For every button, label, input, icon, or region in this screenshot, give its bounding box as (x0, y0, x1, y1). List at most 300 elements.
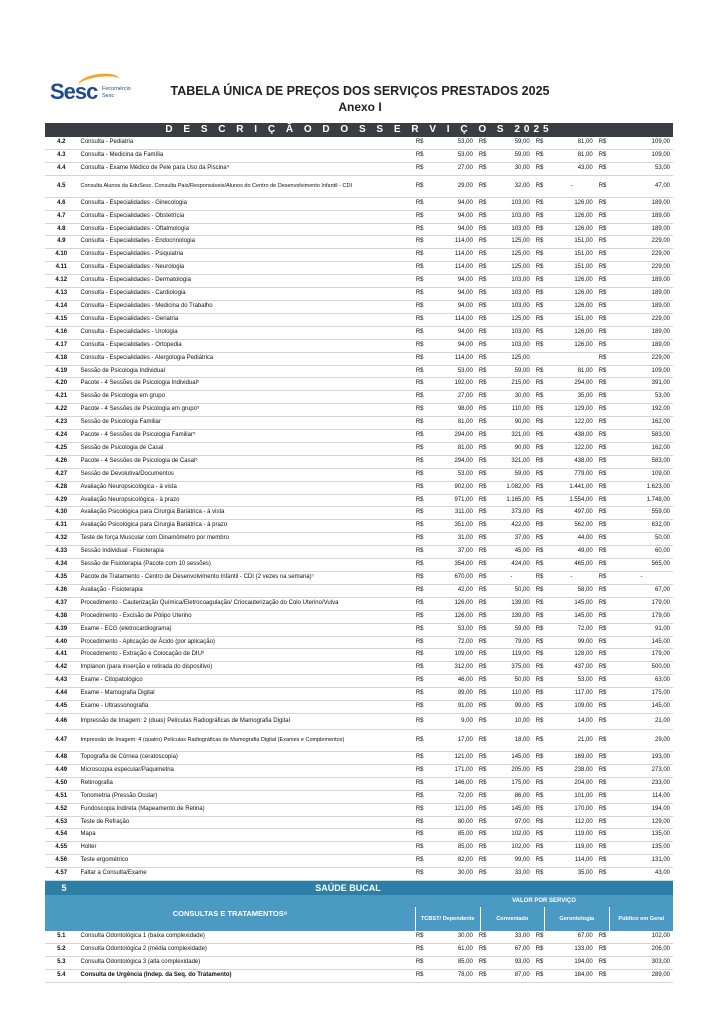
row-currency: R$ (476, 842, 490, 855)
row-currency: R$ (413, 404, 427, 417)
row-description: Avaliação - Fisioterapia (78, 584, 413, 597)
row-value: 189,00 (610, 339, 673, 352)
row-value: 145,00 (490, 751, 533, 764)
row-description: Avaliação Neuropsicológica - à vista (78, 481, 413, 494)
row-code: 4.46 (45, 713, 78, 729)
row-value: 30,00 (490, 162, 533, 175)
row-description: Exame - Ultrassonografia (78, 701, 413, 714)
table-row (45, 597, 673, 610)
row-description: Procedimento - Extração e Colocação de DIU⁶ (78, 649, 413, 662)
row-currency: R$ (476, 956, 490, 969)
page-header (0, 0, 724, 120)
row-currency: R$ (596, 636, 610, 649)
row-value: 53,00 (427, 365, 476, 378)
row-currency: R$ (596, 391, 610, 404)
row-currency: R$ (596, 729, 610, 751)
row-description: Sessão de Psicologia Individual (78, 365, 413, 378)
row-value: 131,00 (610, 855, 673, 868)
row-currency: R$ (533, 300, 547, 313)
table-row (45, 300, 673, 313)
row-code: 4.30 (45, 507, 78, 520)
row-value: 33,00 (490, 931, 533, 943)
sub-header (45, 895, 673, 931)
row-value: 78,00 (427, 969, 476, 982)
row-description: Sessão de Fisioterapia (Pacote com 10 sessões) (78, 559, 413, 572)
row-description: Tonometria (Pressão Ocular) (78, 790, 413, 803)
row-currency: R$ (413, 855, 427, 868)
table-row (45, 610, 673, 623)
row-description: Consulta - Especialidades - Medicina do Trabalho (78, 300, 413, 313)
row-currency: R$ (533, 262, 547, 275)
row-description: Consulta - Especialidades - Ortopedia (78, 339, 413, 352)
row-currency: R$ (476, 636, 490, 649)
row-value: 110,00 (490, 404, 533, 417)
row-currency: R$ (596, 777, 610, 790)
row-value: 59,00 (490, 623, 533, 636)
row-description: Teste de força Muscular com Dinamômetro por membro (78, 533, 413, 546)
row-currency: R$ (533, 816, 547, 829)
row-currency: R$ (413, 378, 427, 391)
table-row (45, 175, 673, 197)
row-currency: R$ (476, 816, 490, 829)
row-description: Consulta Odontológica 2 (média complexidade) (78, 943, 413, 956)
row-value: 97,00 (490, 816, 533, 829)
row-value: 103,00 (490, 339, 533, 352)
row-value: 99,00 (490, 855, 533, 868)
row-currency: R$ (413, 288, 427, 301)
row-value: 30,00 (427, 868, 476, 881)
row-code: 4.7 (45, 210, 78, 223)
row-currency: R$ (476, 417, 490, 430)
row-value: 169,00 (547, 751, 596, 764)
row-description: Faltar a Consulta/Exame (78, 868, 413, 881)
row-currency: R$ (476, 868, 490, 881)
row-value: 81,00 (547, 365, 596, 378)
row-currency: R$ (413, 623, 427, 636)
row-value: 91,00 (610, 623, 673, 636)
row-code: 4.11 (45, 262, 78, 275)
table-row (45, 417, 673, 430)
row-code: 4.22 (45, 404, 78, 417)
row-currency: R$ (533, 507, 547, 520)
row-currency: R$ (596, 584, 610, 597)
row-value: 109,00 (610, 468, 673, 481)
table-row (45, 404, 673, 417)
row-currency: R$ (533, 777, 547, 790)
row-description: Consulta - Medicina da Família (78, 149, 413, 162)
row-currency: R$ (596, 288, 610, 301)
row-currency: R$ (413, 197, 427, 210)
table-row (45, 649, 673, 662)
row-value: - (547, 572, 596, 585)
row-value: 102,00 (490, 829, 533, 842)
row-code: 4.47 (45, 729, 78, 751)
row-currency: R$ (413, 223, 427, 236)
row-currency: R$ (413, 829, 427, 842)
row-currency: R$ (596, 210, 610, 223)
row-currency: R$ (596, 969, 610, 982)
row-description: Teste ergométrico (78, 855, 413, 868)
row-value: 53,00 (547, 675, 596, 688)
row-code: 4.33 (45, 546, 78, 559)
section-5-bar (45, 881, 673, 895)
row-value: 175,00 (610, 688, 673, 701)
row-value: 67,00 (547, 931, 596, 943)
row-value: 294,00 (547, 378, 596, 391)
row-currency: R$ (413, 468, 427, 481)
table-row (45, 636, 673, 649)
row-code: 4.45 (45, 701, 78, 714)
row-currency: R$ (476, 149, 490, 162)
table-row (45, 162, 673, 175)
row-code: 4.15 (45, 313, 78, 326)
row-currency: R$ (533, 546, 547, 559)
row-currency: R$ (596, 442, 610, 455)
row-value: 99,00 (547, 636, 596, 649)
table-row (45, 584, 673, 597)
row-currency: R$ (413, 790, 427, 803)
row-currency: R$ (533, 417, 547, 430)
row-value: 189,00 (610, 223, 673, 236)
row-value: 126,00 (547, 326, 596, 339)
row-currency: R$ (476, 520, 490, 533)
row-currency: R$ (533, 313, 547, 326)
row-value: 109,00 (610, 149, 673, 162)
row-value: 128,00 (547, 649, 596, 662)
row-code: 5.1 (45, 931, 78, 943)
row-currency: R$ (533, 533, 547, 546)
sub-header-left: CONSULTAS E TRATAMENTOS⁸ (45, 895, 415, 931)
row-value: 559,00 (610, 507, 673, 520)
table-row (45, 210, 673, 223)
table-row (45, 520, 673, 533)
row-value: 189,00 (610, 197, 673, 210)
table-row (45, 430, 673, 443)
row-currency: R$ (413, 956, 427, 969)
row-currency: R$ (533, 764, 547, 777)
row-value: 175,00 (490, 777, 533, 790)
row-code: 4.23 (45, 417, 78, 430)
row-description: Consulta - Especialidades - Obstetrícia (78, 210, 413, 223)
row-code: 4.6 (45, 197, 78, 210)
row-value: 99,00 (490, 701, 533, 714)
row-code: 4.29 (45, 494, 78, 507)
row-code: 4.43 (45, 675, 78, 688)
row-currency: R$ (413, 584, 427, 597)
logo-brand: Sesc (50, 79, 98, 104)
row-currency: R$ (413, 262, 427, 275)
row-currency: R$ (476, 494, 490, 507)
row-currency: R$ (413, 546, 427, 559)
row-value: 29,00 (610, 729, 673, 751)
row-code: 4.31 (45, 520, 78, 533)
row-value: 273,00 (610, 764, 673, 777)
row-value: 50,00 (490, 675, 533, 688)
row-code: 4.28 (45, 481, 78, 494)
row-currency: R$ (413, 729, 427, 751)
row-description: Teste de Refração (78, 816, 413, 829)
row-value: 99,00 (427, 688, 476, 701)
row-value: 94,00 (427, 300, 476, 313)
row-currency: R$ (596, 610, 610, 623)
row-currency: R$ (413, 352, 427, 365)
row-currency: R$ (476, 455, 490, 468)
row-value: 53,00 (427, 149, 476, 162)
logo-subtext (102, 86, 142, 99)
row-code: 4.14 (45, 300, 78, 313)
row-currency: R$ (596, 249, 610, 262)
table-row (45, 507, 673, 520)
row-currency: R$ (413, 175, 427, 197)
table-row (45, 751, 673, 764)
row-value: 565,00 (610, 559, 673, 572)
row-description: Pacote de Tratamento - Centro de Desenvolvimento Infantil - CDI (2 vezes na semana)⁷ (78, 572, 413, 585)
row-currency: R$ (533, 162, 547, 175)
table-row (45, 816, 673, 829)
row-currency: R$ (533, 149, 547, 162)
row-currency: R$ (533, 275, 547, 288)
row-value: 229,00 (610, 236, 673, 249)
row-value: 59,00 (490, 468, 533, 481)
table-row (45, 675, 673, 688)
row-currency: R$ (476, 688, 490, 701)
row-description: Consulta - Especialidades - Ginecologia (78, 197, 413, 210)
page-title: TABELA ÚNICA DE PREÇOS DOS SERVIÇOS PRESTADOS 2025 (170, 84, 550, 98)
row-code: 4.42 (45, 662, 78, 675)
row-currency: R$ (596, 236, 610, 249)
row-currency: R$ (596, 162, 610, 175)
row-currency: R$ (533, 391, 547, 404)
row-currency: R$ (596, 223, 610, 236)
row-value: 117,00 (547, 688, 596, 701)
row-currency: R$ (533, 378, 547, 391)
row-value: 189,00 (610, 300, 673, 313)
row-currency: R$ (413, 675, 427, 688)
row-currency: R$ (413, 442, 427, 455)
row-currency: R$ (596, 481, 610, 494)
row-value: 145,00 (547, 597, 596, 610)
row-currency: R$ (413, 520, 427, 533)
row-code: 4.57 (45, 868, 78, 881)
row-value: - (610, 572, 673, 585)
sesc-logo (50, 80, 160, 104)
row-description: Impressão de Imagem: 2 (duas) Películas Radiográficas de Mamografia Digital (78, 713, 413, 729)
row-value: 438,00 (547, 430, 596, 443)
row-currency: R$ (533, 339, 547, 352)
row-value: - (547, 175, 596, 197)
row-currency: R$ (596, 417, 610, 430)
row-description: Exame - Mamografia Digital (78, 688, 413, 701)
value-columns (415, 907, 673, 931)
row-value: 67,00 (610, 584, 673, 597)
row-value: 375,00 (490, 662, 533, 675)
row-description: Consulta - Especialidades - Urologia (78, 326, 413, 339)
row-value: 151,00 (547, 236, 596, 249)
row-currency (533, 352, 547, 365)
row-value: 59,00 (490, 149, 533, 162)
row-description: Consulta Odontológica 3 (alta complexidade) (78, 956, 413, 969)
row-value: 497,00 (547, 507, 596, 520)
row-value: 189,00 (610, 326, 673, 339)
row-value: 126,00 (427, 597, 476, 610)
row-value: 133,00 (547, 943, 596, 956)
row-value: 229,00 (610, 262, 673, 275)
row-currency: R$ (476, 249, 490, 262)
row-value: 37,00 (427, 546, 476, 559)
row-value: 53,00 (427, 623, 476, 636)
row-value: 206,00 (610, 943, 673, 956)
row-currency: R$ (533, 956, 547, 969)
row-value: 1.165,00 (490, 494, 533, 507)
row-currency: R$ (413, 326, 427, 339)
row-description: Consulta - Especialidades - Geriatria (78, 313, 413, 326)
row-value: 102,00 (610, 931, 673, 943)
table-row (45, 688, 673, 701)
row-value: 114,00 (427, 313, 476, 326)
row-value: 94,00 (427, 197, 476, 210)
table-row (45, 803, 673, 816)
row-value: 58,00 (547, 584, 596, 597)
row-value: 67,00 (490, 943, 533, 956)
row-currency: R$ (596, 352, 610, 365)
row-description: Impressão de Imagem: 4 (quatro) Películas Radiográficas de Mamografia Digital (Exames e Complementos) (78, 729, 413, 751)
row-value: 179,00 (610, 649, 673, 662)
logo-sub-line1: Fecomércio (102, 86, 131, 92)
row-value: 1.623,00 (610, 481, 673, 494)
row-value: 110,00 (490, 688, 533, 701)
row-currency: R$ (596, 149, 610, 162)
row-value: 87,00 (490, 969, 533, 982)
row-value: 126,00 (547, 223, 596, 236)
row-description: Exame - ECG (eletrocardiograma) (78, 623, 413, 636)
row-description: Topografia de Córnea (ceratoscopia) (78, 751, 413, 764)
row-currency: R$ (596, 559, 610, 572)
row-value: 500,00 (610, 662, 673, 675)
table-row (45, 559, 673, 572)
row-value: 192,00 (427, 378, 476, 391)
row-value: 321,00 (490, 455, 533, 468)
table-row (45, 378, 673, 391)
row-value: 170,00 (547, 803, 596, 816)
table-row (45, 701, 673, 714)
row-currency: R$ (596, 713, 610, 729)
table-row (45, 442, 673, 455)
row-currency: R$ (476, 468, 490, 481)
row-value: 424,00 (490, 559, 533, 572)
row-currency: R$ (476, 275, 490, 288)
row-currency: R$ (596, 546, 610, 559)
row-value: 94,00 (427, 339, 476, 352)
row-code: 4.48 (45, 751, 78, 764)
row-value: 189,00 (610, 210, 673, 223)
row-value: 1.082,00 (490, 481, 533, 494)
row-value: 151,00 (547, 249, 596, 262)
section-number: 5 (61, 883, 67, 894)
row-value: 179,00 (610, 597, 673, 610)
row-value: 72,00 (547, 623, 596, 636)
row-currency: R$ (596, 842, 610, 855)
row-currency: R$ (413, 662, 427, 675)
row-currency: R$ (596, 455, 610, 468)
row-currency: R$ (533, 943, 547, 956)
row-value: 119,00 (547, 829, 596, 842)
row-value: 94,00 (427, 223, 476, 236)
row-code: 4.44 (45, 688, 78, 701)
price-table-body (45, 137, 673, 881)
row-code: 4.25 (45, 442, 78, 455)
row-value: 215,00 (490, 378, 533, 391)
row-currency: R$ (476, 137, 490, 149)
row-value: 311,00 (427, 507, 476, 520)
row-value: 139,00 (490, 610, 533, 623)
row-value: 42,00 (427, 584, 476, 597)
row-currency: R$ (476, 777, 490, 790)
table-row (45, 365, 673, 378)
row-value: 109,00 (610, 365, 673, 378)
row-currency: R$ (476, 365, 490, 378)
row-code: 4.36 (45, 584, 78, 597)
row-value: 91,00 (427, 701, 476, 714)
row-currency: R$ (533, 868, 547, 881)
row-value: 204,00 (547, 777, 596, 790)
row-code: 4.35 (45, 572, 78, 585)
row-currency: R$ (533, 175, 547, 197)
row-value: 151,00 (547, 262, 596, 275)
table-row (45, 969, 673, 982)
row-currency: R$ (476, 391, 490, 404)
row-code: 4.27 (45, 468, 78, 481)
row-currency: R$ (596, 262, 610, 275)
row-description: Pacote - 4 Sessões de Psicologia Familiar⁵ (78, 430, 413, 443)
table-row (45, 455, 673, 468)
row-currency: R$ (476, 729, 490, 751)
row-value: 129,00 (547, 404, 596, 417)
row-value: 53,00 (427, 468, 476, 481)
row-value: 35,00 (547, 868, 596, 881)
col-gerontologia: Gerontologia (544, 907, 609, 931)
row-currency: R$ (596, 803, 610, 816)
row-currency: R$ (596, 868, 610, 881)
row-description: Procedimento - Cauterização Química/Eletrocoagulação/ Criocauterização do Colo Uterino/Vulva (78, 597, 413, 610)
row-currency: R$ (413, 249, 427, 262)
row-currency: R$ (476, 572, 490, 585)
row-description: Consulta - Especialidades - Psiquiatria (78, 249, 413, 262)
row-value: 101,00 (547, 790, 596, 803)
row-currency: R$ (533, 404, 547, 417)
row-code: 4.40 (45, 636, 78, 649)
row-currency: R$ (533, 520, 547, 533)
row-currency: R$ (596, 430, 610, 443)
row-value: 94,00 (427, 288, 476, 301)
row-value: 119,00 (490, 649, 533, 662)
row-value: 145,00 (490, 803, 533, 816)
row-currency: R$ (476, 210, 490, 223)
row-code: 4.17 (45, 339, 78, 352)
row-value: 125,00 (490, 262, 533, 275)
row-currency: R$ (413, 777, 427, 790)
row-value: 18,00 (490, 729, 533, 751)
row-value: 31,00 (427, 533, 476, 546)
row-currency: R$ (413, 137, 427, 149)
row-value: 312,00 (427, 662, 476, 675)
row-value: 583,00 (610, 430, 673, 443)
row-value: 1.554,00 (547, 494, 596, 507)
row-value: 93,00 (490, 956, 533, 969)
table-row (45, 855, 673, 868)
row-value: 63,00 (610, 675, 673, 688)
row-currency: R$ (596, 197, 610, 210)
row-value: 60,00 (610, 546, 673, 559)
